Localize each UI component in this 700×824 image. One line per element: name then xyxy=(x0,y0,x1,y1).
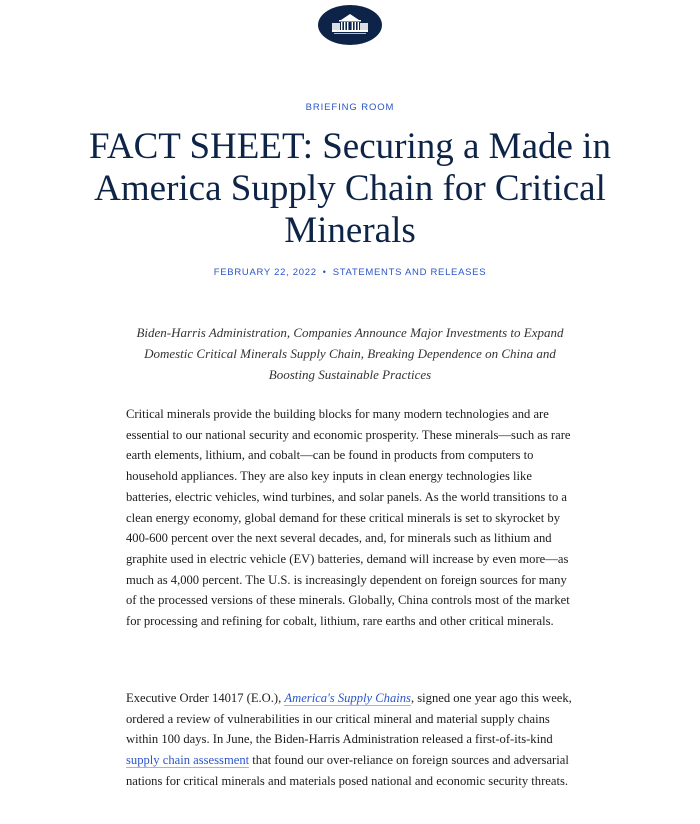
white-house-seal-icon[interactable] xyxy=(318,5,382,45)
supply-chain-assessment-link[interactable]: supply chain assessment xyxy=(126,753,250,768)
article-meta xyxy=(0,267,700,278)
page-title: FACT SHEET: Securing a Made in America Supply Chain for Critical Minerals xyxy=(89,126,611,251)
meta-separator: • xyxy=(322,267,327,278)
white-house-building-icon xyxy=(330,12,370,38)
paragraph-text: that found our over-reliance on foreign sources and adversarial nations for critical minerals and materials posed national and economic security threats. xyxy=(126,753,569,788)
category-link[interactable]: STATEMENTS AND RELEASES xyxy=(332,267,487,278)
article-subtitle: Biden-Harris Administration, Companies Announce Major Investments to Expand Domestic Critical Minerals Supply Chain, Breaking Dependence on China and Boosting Sustainable Practices xyxy=(136,325,564,382)
americas-supply-chains-link[interactable]: America's Supply Chains xyxy=(284,691,411,705)
section-label[interactable]: BRIEFING ROOM xyxy=(305,102,395,113)
paragraph-text: Executive Order 14017 (E.O.), xyxy=(126,691,285,705)
publish-date: FEBRUARY 22, 2022 xyxy=(213,267,317,278)
body-paragraph: Critical minerals provide the building blocks for many modern technologies and are essential to our national security and economic prosperity. These minerals—such as rare earth elements, lithium, and cobalt—can be found in products from computers to household appliances. They are also key inputs in clean energy technologies like batteries, electric vehicles, wind turbines, and solar panels. As the world transitions to a clean energy economy, global demand for these critical minerals is set to skyrocket by 400-600 percent over the next several decades, and, for minerals such as lithium and graphite used in electric vehicle (EV) batteries, demand will increase by even more—as much as 4,000 percent. The U.S. is increasingly dependent on foreign sources for many of the processed versions of these minerals. Globally, China controls most of the market for processing and refining for cobalt, lithium, rare earths and other critical minerals. xyxy=(126,407,571,629)
body-paragraph xyxy=(126,688,576,792)
paragraph-text: , signed one year ago this week, ordered a review of vulnerabilities in our critical mineral and material supply chains within 100 days. In June, the Biden-Harris Administration released a first-of-its-kind xyxy=(126,691,572,747)
header xyxy=(0,5,700,45)
